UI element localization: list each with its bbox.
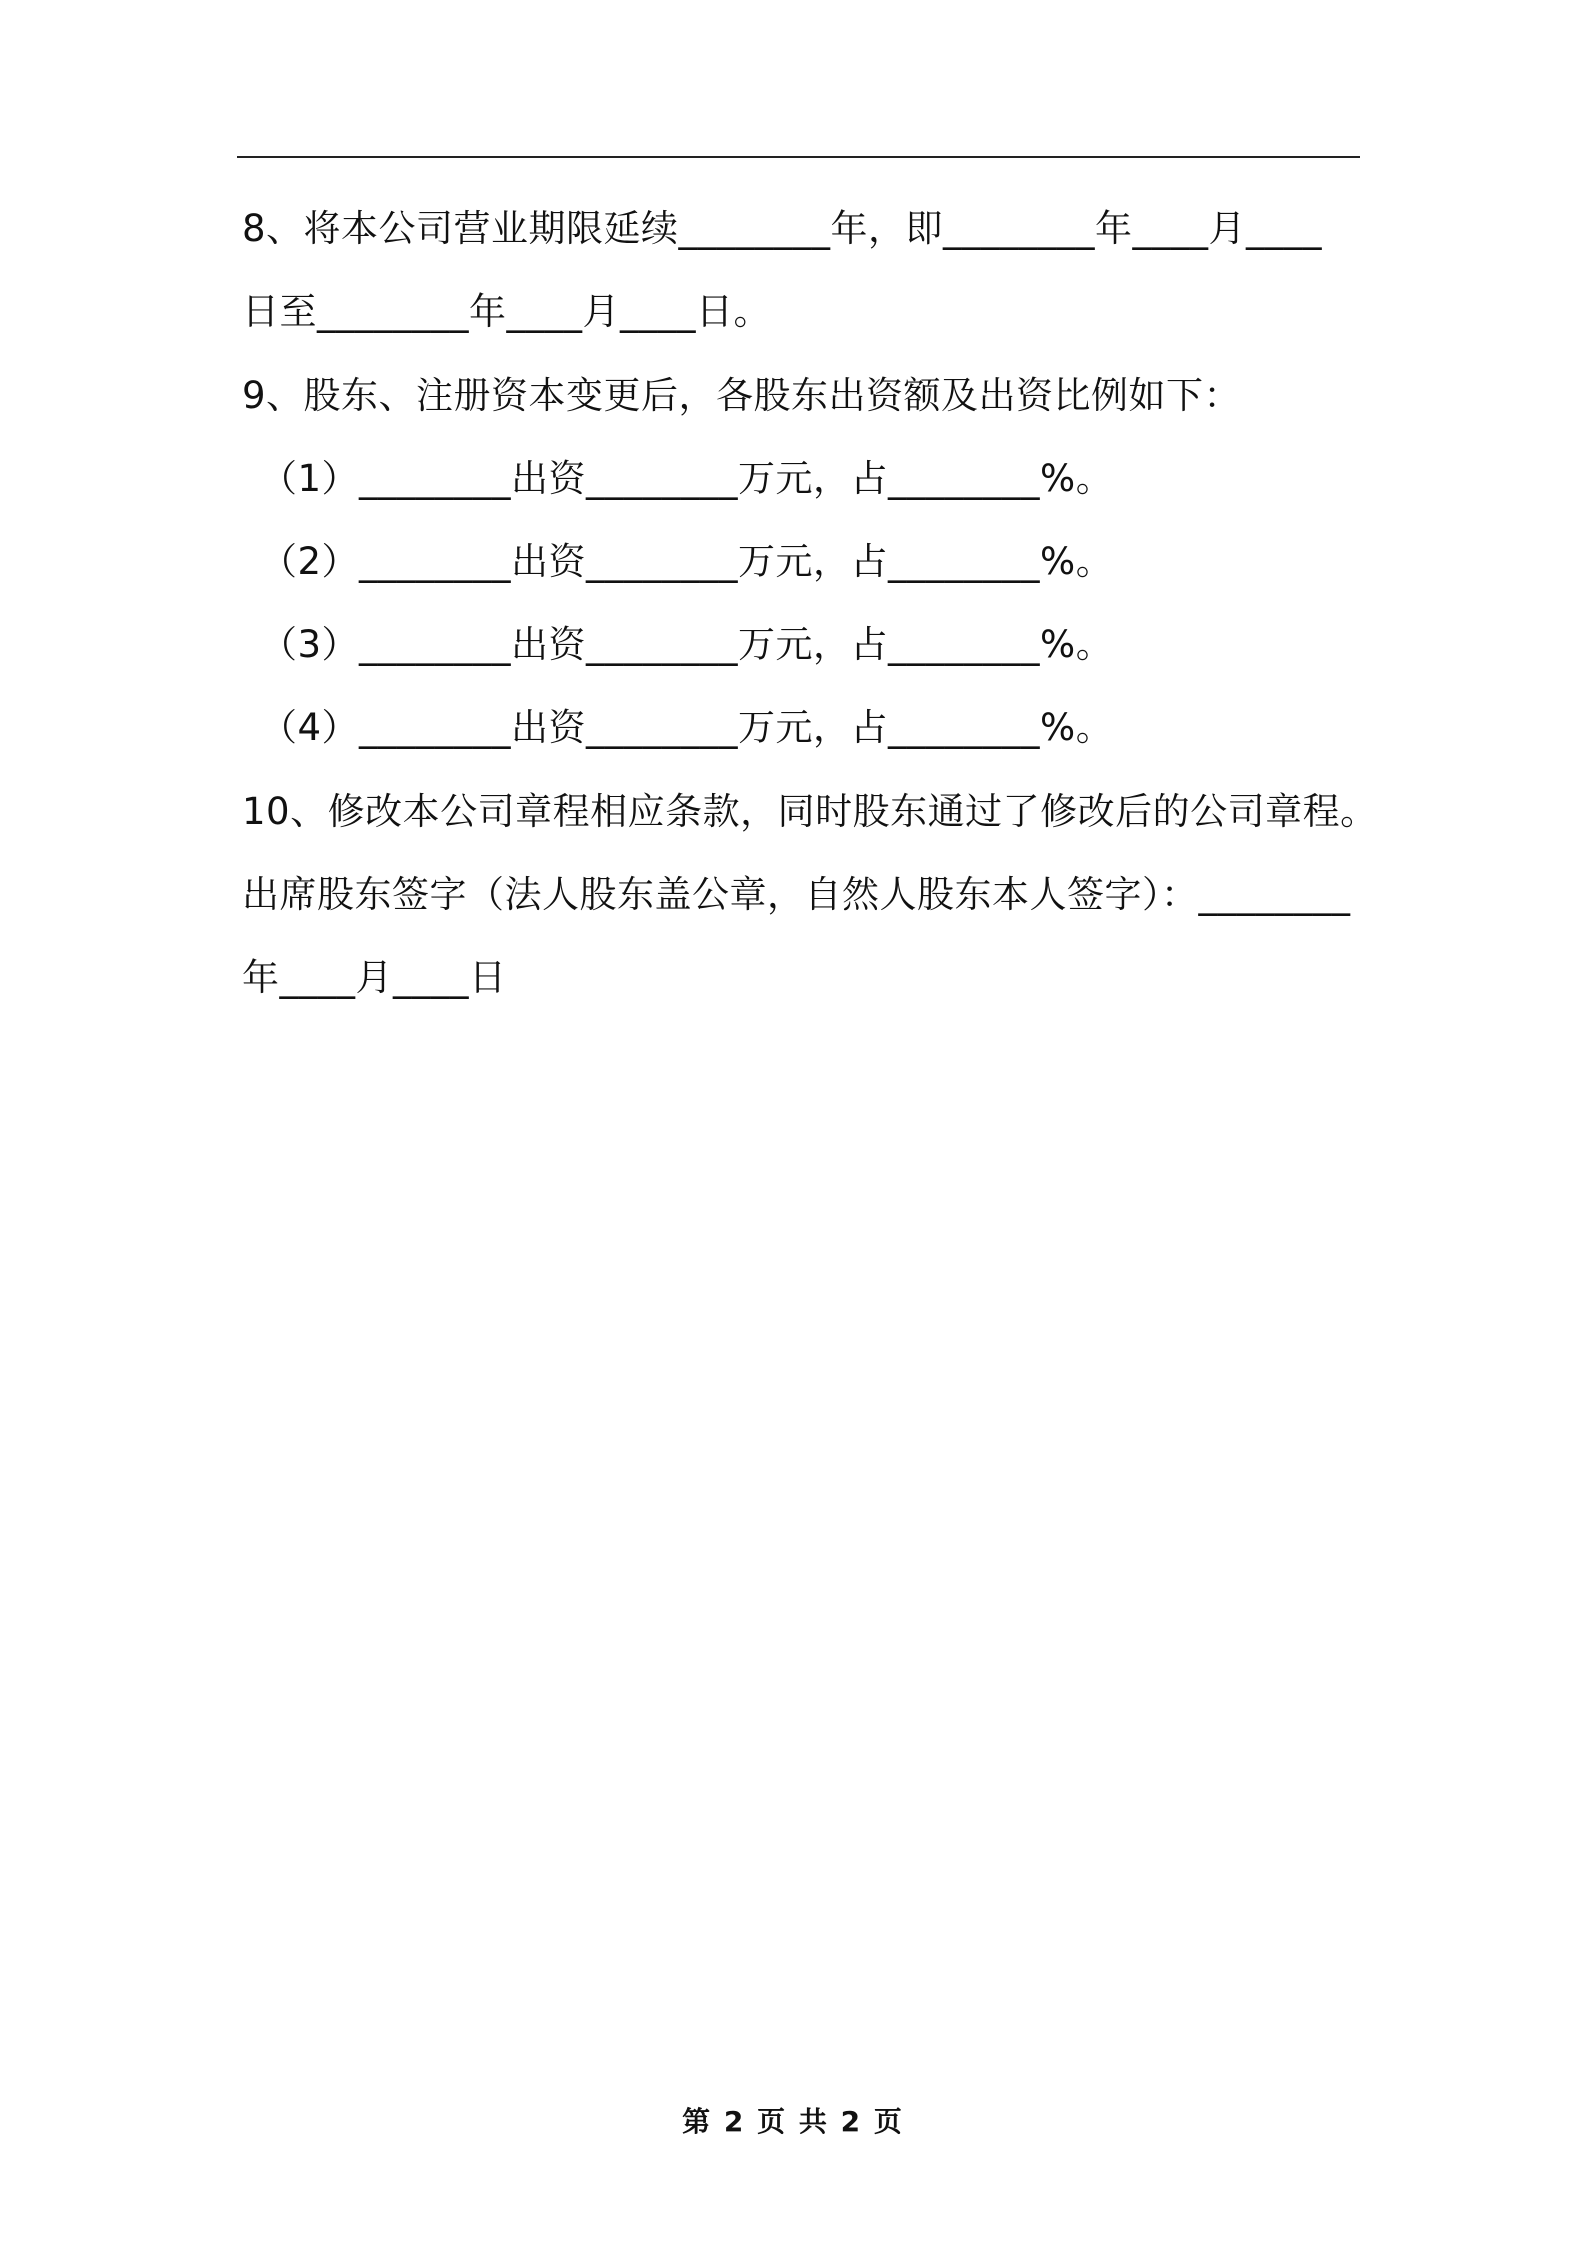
shareholder-entry-2: （2）________出资________万元，占________%。 (260, 540, 1114, 583)
clause-8-line-2: 日至________年____月____日。 (242, 290, 771, 333)
clause-10: 10、修改本公司章程相应条款，同时股东通过了修改后的公司章程。 (242, 790, 1378, 833)
signature-line: 出席股东签字（法人股东盖公章，自然人股东本人签字）：________ (242, 873, 1351, 916)
clause-8-line-1: 8、将本公司营业期限延续________年，即________年____月____ (242, 207, 1323, 250)
shareholder-entry-3: （3）________出资________万元，占________%。 (260, 623, 1114, 666)
clause-9-heading: 9、股东、注册资本变更后，各股东出资额及出资比例如下： (242, 374, 1242, 417)
shareholder-entry-4: （4）________出资________万元，占________%。 (260, 706, 1114, 749)
page-number: 第 2 页 共 2 页 (682, 2105, 904, 2138)
header-divider (237, 156, 1360, 158)
shareholder-entry-1: （1）________出资________万元，占________%。 (260, 457, 1114, 500)
date-line: 年____月____日 (242, 956, 507, 999)
